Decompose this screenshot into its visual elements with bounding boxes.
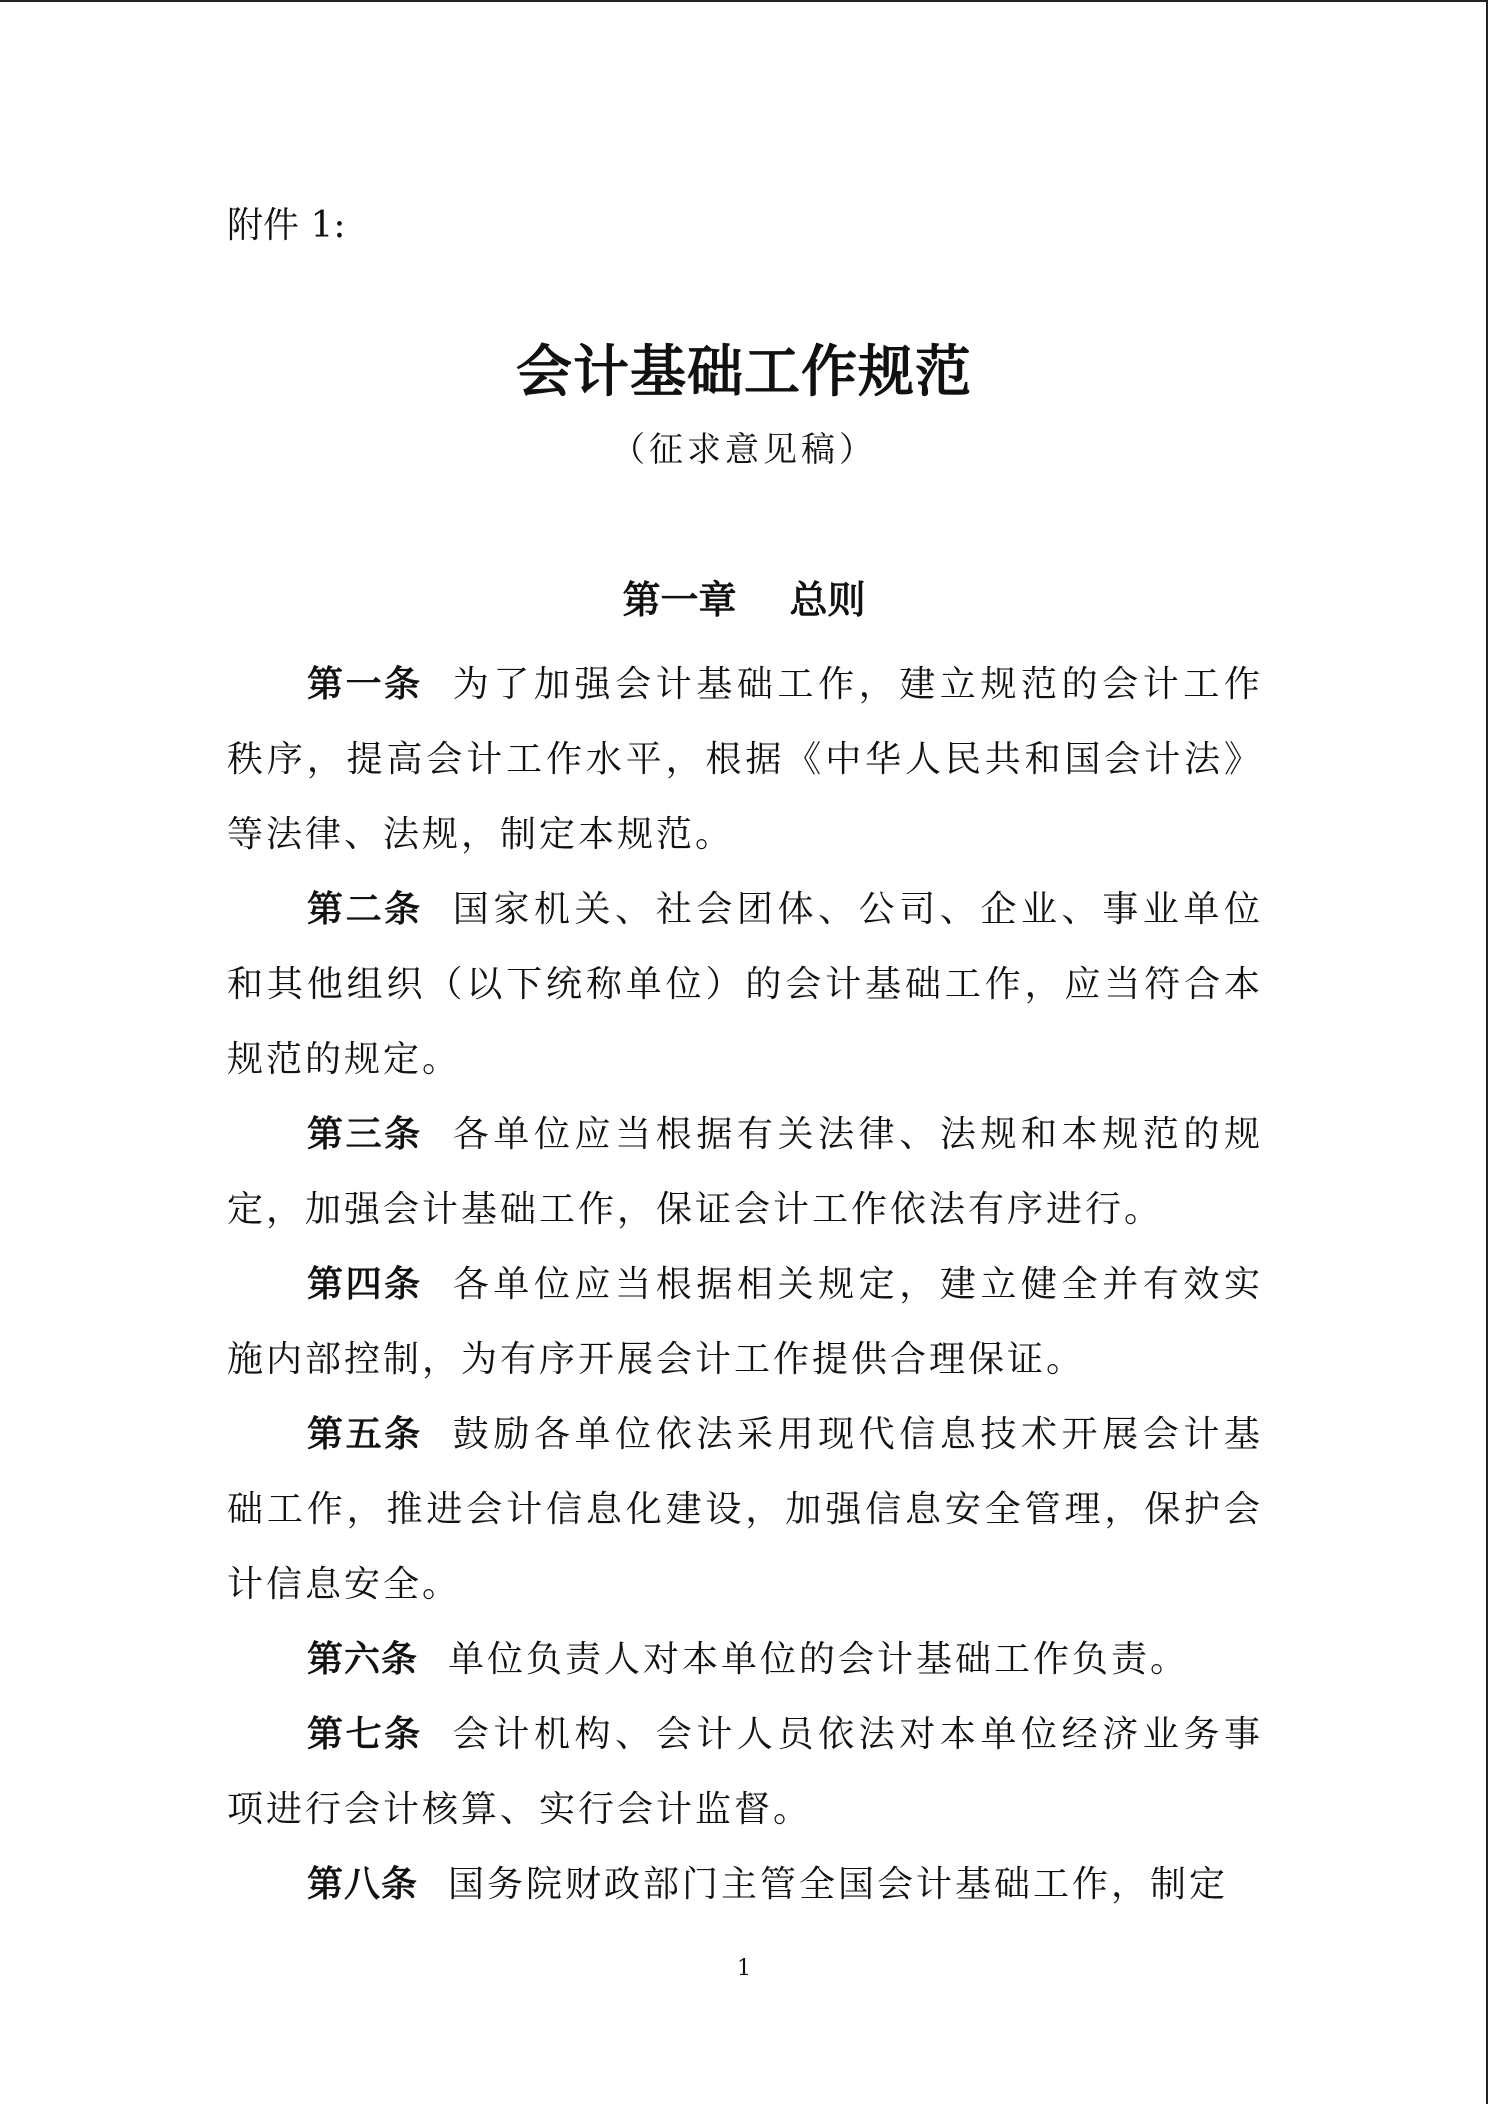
page-top-border <box>0 0 1488 2</box>
article-1 <box>227 647 1263 872</box>
article-text: 国家机关、社会团体、公司、企业、事业单位和其他组织（以下统称单位）的会计基础工作，应当符合本规范的规定。 <box>227 889 1263 1080</box>
article-number: 第八条 <box>307 1863 419 1905</box>
page-number: 1 <box>737 1956 751 1981</box>
article-4 <box>227 1247 1263 1397</box>
article-number: 第一条 <box>307 663 423 705</box>
article-number: 第四条 <box>307 1263 423 1305</box>
article-text: 各单位应当根据有关法律、法规和本规范的规定，加强会计基础工作，保证会计工作依法有序进行。 <box>227 1114 1263 1230</box>
document-title: 会计基础工作规范 <box>516 339 972 405</box>
article-8 <box>227 1847 1263 1922</box>
document-subtitle: （征求意见稿） <box>611 430 877 470</box>
article-text: 各单位应当根据相关规定，建立健全并有效实施内部控制，为有序开展会计工作提供合理保证。 <box>227 1264 1263 1380</box>
article-text: 会计机构、会计人员依法对本单位经济业务事项进行会计核算、实行会计监督。 <box>227 1714 1263 1830</box>
article-number: 第五条 <box>307 1413 423 1455</box>
article-text: 为了加强会计基础工作，建立规范的会计工作秩序，提高会计工作水平，根据《中华人民共和国会计法》等法律、法规，制定本规范。 <box>227 664 1263 855</box>
article-number: 第二条 <box>307 888 423 930</box>
article-list <box>227 647 1263 1922</box>
article-number: 第三条 <box>307 1113 423 1155</box>
article-6 <box>227 1622 1263 1697</box>
article-number: 第七条 <box>307 1713 423 1755</box>
article-text: 单位负责人对本单位的会计基础工作负责。 <box>448 1639 1190 1680</box>
article-text: 鼓励各单位依法采用现代信息技术开展会计基础工作，推进会计信息化建设，加强信息安全管理，保护会计信息安全。 <box>227 1414 1263 1605</box>
article-text: 国务院财政部门主管全国会计基础工作，制定 <box>448 1864 1229 1905</box>
article-2 <box>227 872 1263 1097</box>
chapter-title: 第一章 总则 <box>622 577 866 622</box>
article-5 <box>227 1397 1263 1622</box>
article-7 <box>227 1697 1263 1847</box>
attachment-label: 附件 1: <box>227 205 346 246</box>
article-number: 第六条 <box>307 1638 419 1680</box>
article-3 <box>227 1097 1263 1247</box>
